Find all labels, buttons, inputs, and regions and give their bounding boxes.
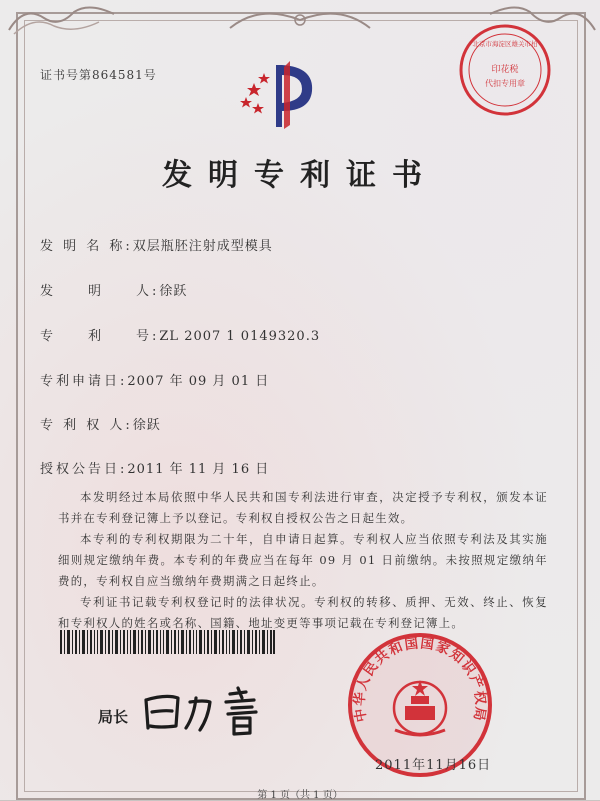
patentee-field (40, 414, 161, 433)
certificate-body-text (58, 487, 548, 634)
body-paragraph-3: 专利证书记载专利权登记时的法律状况。专利权的转移、质押、无效、终止、恢复和专利权人的姓名或名称、国籍、地址变更等事项记载在专利登记簿上。 (58, 595, 548, 630)
inventor-value: 徐跃 (159, 284, 188, 299)
inventor-field (40, 280, 187, 299)
page-footer: 第 1 页（共 1 页） (257, 790, 343, 801)
patent-number-label: 专 利 号: (40, 329, 160, 344)
patent-office-logo (232, 55, 332, 140)
patent-number-field (40, 325, 320, 344)
certificate-number: 证书号第864581号 (40, 68, 157, 82)
announce-date-field (40, 458, 269, 477)
filing-date-field (40, 370, 269, 389)
seal-text: 中华人民共和国国家知识产权局 (351, 635, 489, 724)
corner-ornament-left (4, 0, 124, 40)
stamp-duty-stamp (455, 20, 555, 120)
stamp-line-2: 印花税 (491, 65, 519, 75)
body-paragraph-2: 本专利的专利权期限为二十年，自申请日起算。专利权人应当依照专利法及其实施细则规定缴纳年费。本专利的年费应当在每年 09 月 01 日前缴纳。未按照规定缴纳年费的，专利权自应当缴纳年费期满之日起终止。 (58, 532, 548, 588)
announce-date-value: 2011 年 11 月 16 日 (127, 462, 270, 477)
invention-name-label: 发 明 名 称: (40, 239, 133, 254)
patentee-label: 专 利 权 人: (40, 418, 133, 433)
director-signature (138, 680, 288, 740)
issue-date: 2011年11月16日 (375, 758, 492, 773)
director-label: 局长 (98, 708, 129, 726)
announce-date-label: 授权公告日: (40, 462, 128, 477)
top-center-ornament (225, 0, 375, 40)
patent-number-value: ZL 2007 1 0149320.3 (159, 329, 321, 344)
inventor-label: 发 明 人: (40, 284, 160, 299)
stamp-line-1: 北京市海淀区雄关市柏 (472, 40, 538, 48)
stamp-line-3: 代扣专用章 (485, 79, 525, 88)
barcode (60, 630, 275, 654)
invention-name-value: 双层瓶胚注射成型模具 (132, 239, 273, 254)
filing-date-label: 专利申请日: (40, 374, 128, 389)
page-title: 发明专利证书 (162, 158, 438, 193)
body-paragraph-1: 本发明经过本局依照中华人民共和国专利法进行审查，决定授予专利权，颁发本证书并在专利登记簿上予以登记。专利权自授权公告之日起生效。 (58, 490, 548, 525)
patentee-value: 徐跃 (132, 418, 161, 433)
filing-date-value: 2007 年 09 月 01 日 (127, 374, 270, 389)
invention-name-field (40, 235, 273, 254)
